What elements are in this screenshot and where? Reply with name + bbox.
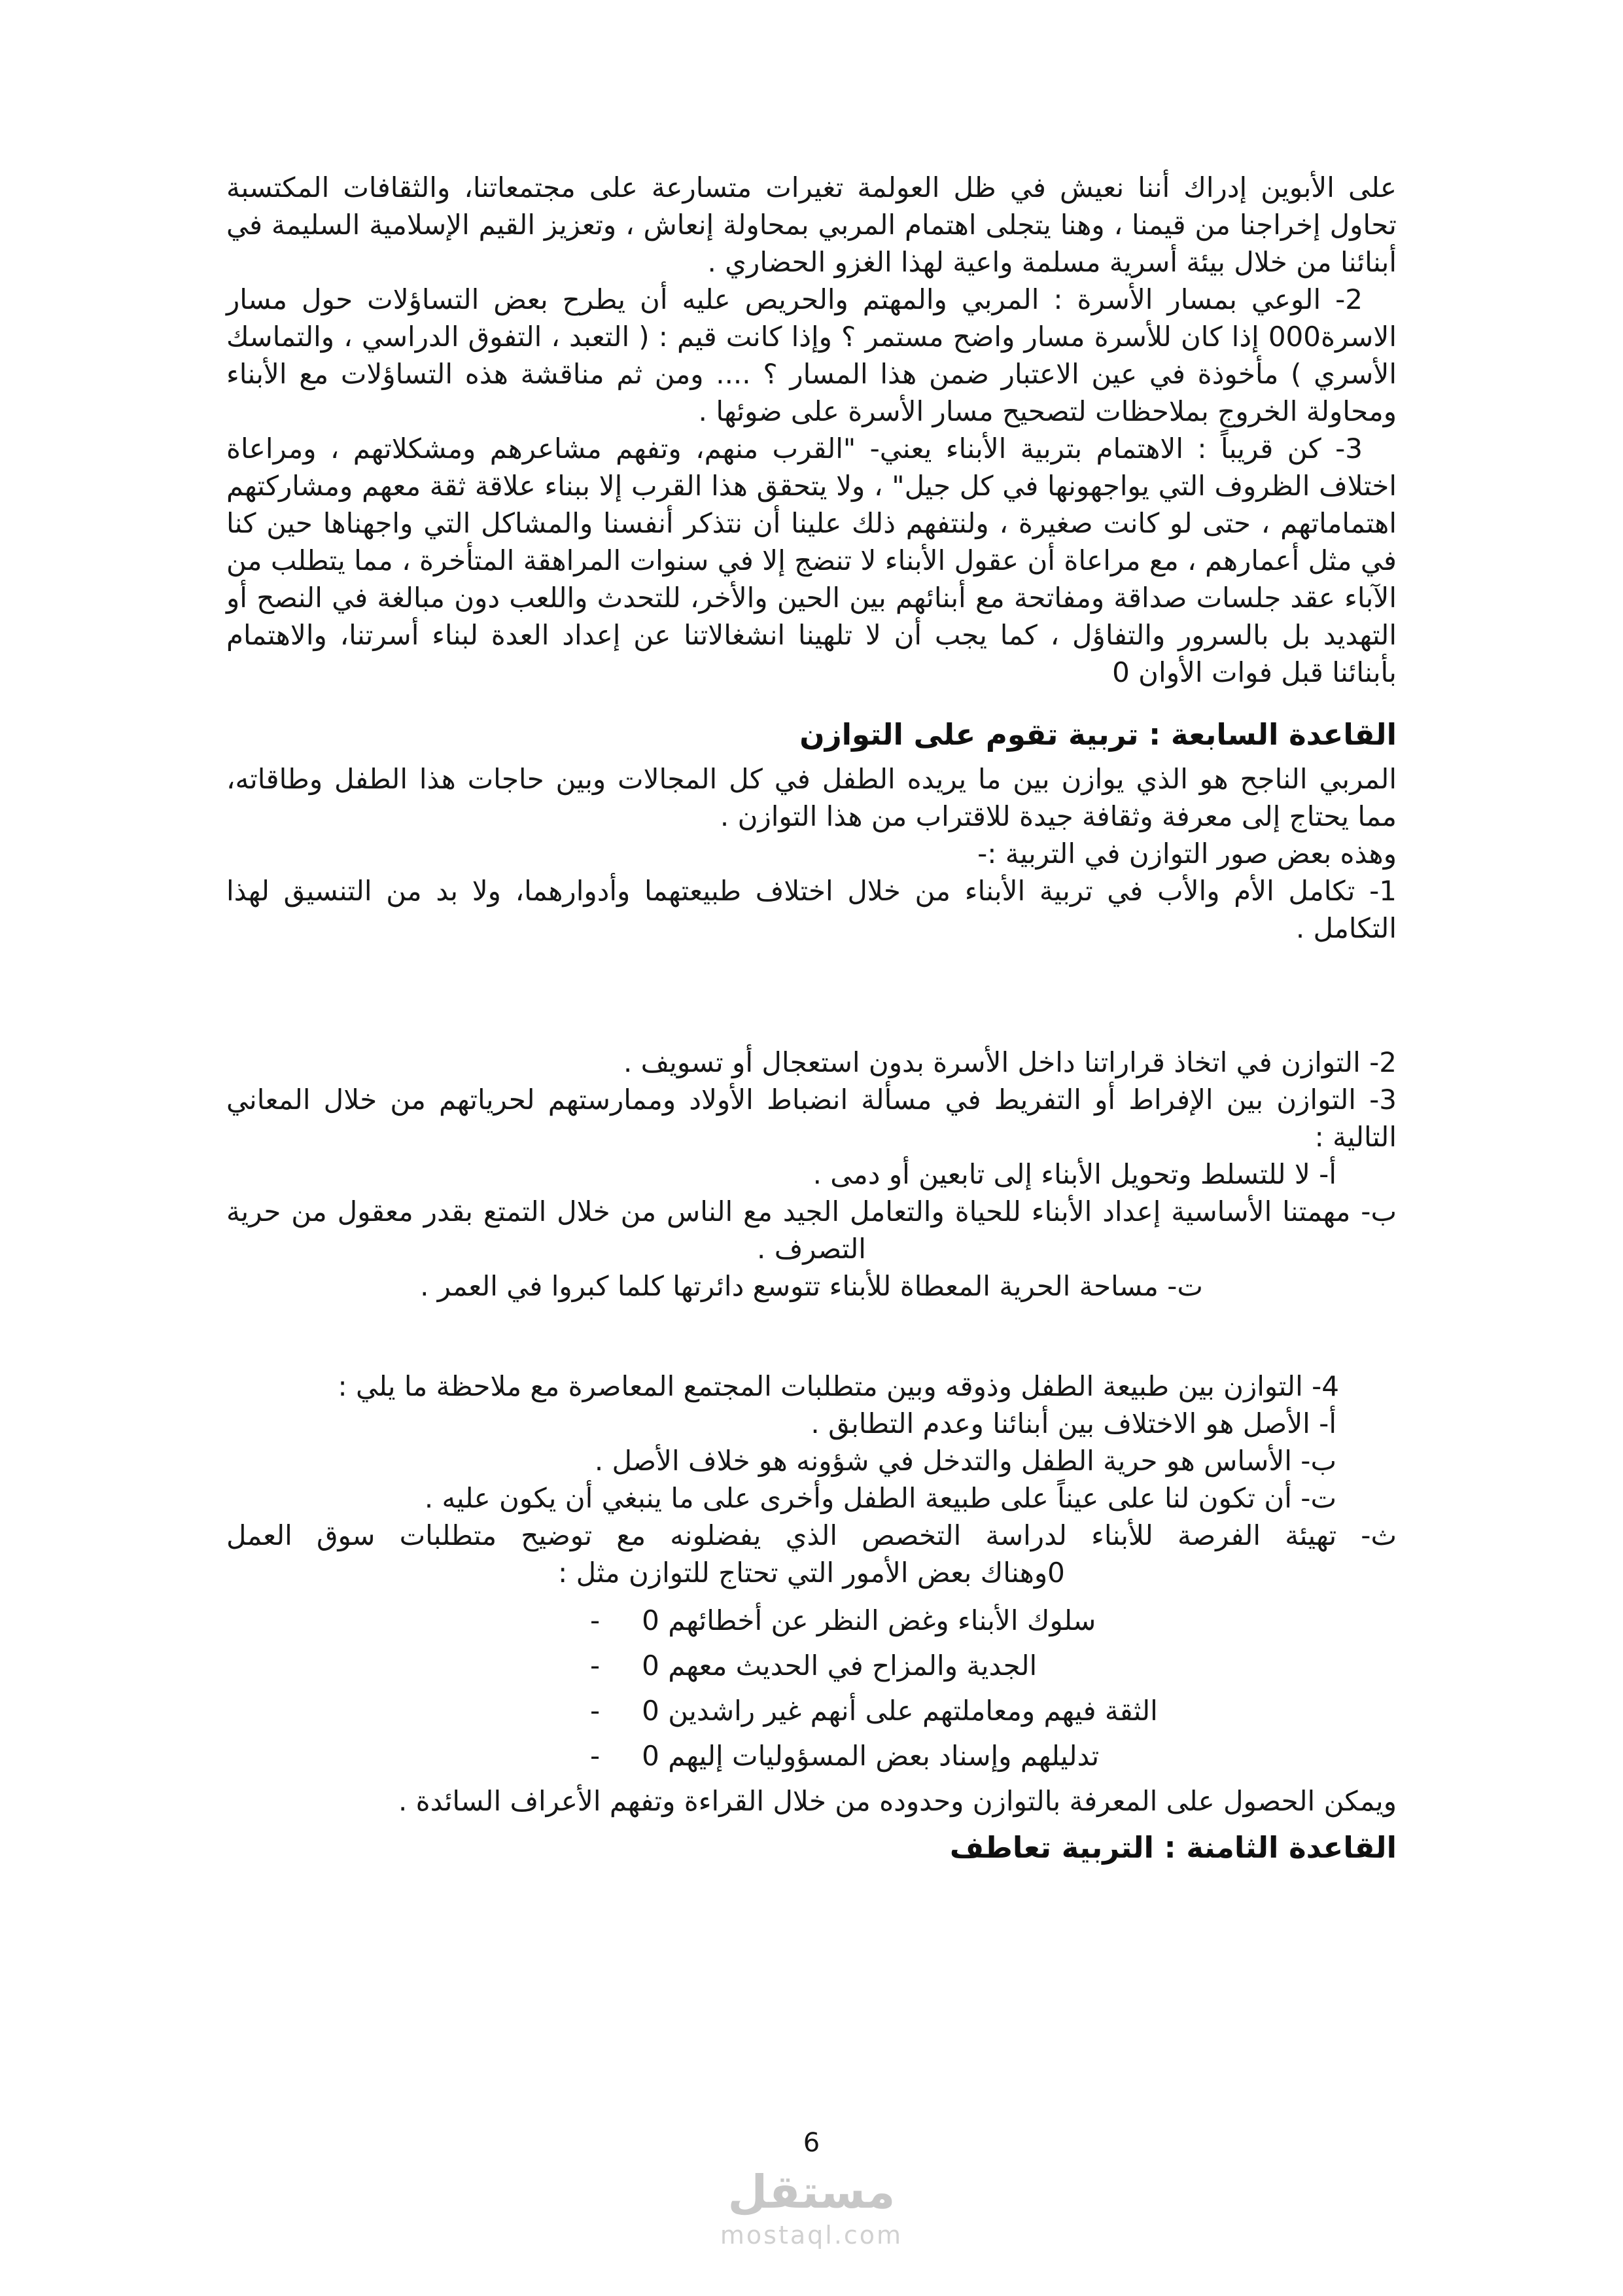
rule8-heading: القاعدة الثامنة : التربية تعاطف [949, 1830, 1397, 1865]
paragraph-family-path-awareness: 2- الوعي بمسار الأسرة : المربي والمهتم والحريص عليه أن يطرح بعض التساؤلات حول مسار الاسرة000 إذا كان للأسرة مسار واضح مستمر ؟ وإذا كانت قيم : ( التعبد ، التفوق الدراسي ، والتماسك الأسري ) مأخوذة في عين الاعتبار ضمن هذا المسار ؟ .... ومن ثم مناقشة هذه التساؤلات مع الأبناء ومحاولة الخروج بملاحظات لتصحيح مسار الأسرة على ضوئها . [226, 283, 1397, 427]
bullet-text: تدليلهم وإسناد بعض المسؤوليات إليهم 0 [642, 1740, 1100, 1772]
rule7-item-4-sub-t: ت- أن تكون لنا على عيناً على طبيعة الطفل وأخرى على ما ينبغي أن يكون عليه . [424, 1482, 1336, 1514]
rule7-subtitle: وهذه بعض صور التوازن في التربية :- [977, 838, 1397, 870]
bullet-dash: - [590, 1650, 601, 1682]
rule7-intro: المربي الناجح هو الذي يوازن بين ما يريده الطفل في كل المجالات وبين حاجات هذا الطفل وطاقاته، مما يحتاج إلى معرفة وثقافة جيدة للاقتراب من هذا التوازن . [226, 763, 1397, 832]
rule7-item-2: 2- التوازن في اتخاذ قراراتنا داخل الأسرة بدون استعجال أو تسويف . [623, 1046, 1397, 1078]
bullet-dash: - [590, 1604, 601, 1636]
rule7-heading: القاعدة السابعة : تربية تقوم على التوازن [799, 717, 1397, 752]
list-item [226, 1602, 1397, 1639]
watermark [0, 2166, 1623, 2250]
bullet-text: الثقة فيهم ومعاملتهم على أنهم غير راشدين 0 [642, 1695, 1158, 1727]
bullet-text: الجدية والمزاح في الحديث معهم 0 [642, 1650, 1038, 1682]
rule7-item-3-sub-t: ت- مساحة الحرية المعطاة للأبناء تتوسع دائرتها كلما كبروا في العمر . [420, 1270, 1203, 1302]
rule7-item-1: 1- تكامل الأم والأب في تربية الأبناء من خلال اختلاف طبيعتهما وأدوارهما، ولا بد من التنسيق لهذا التكامل . [226, 875, 1397, 944]
rule7-item-4-sub-a: أ- الأصل هو الاختلاف بين أبنائنا وعدم التطابق . [811, 1407, 1336, 1439]
bullet-dash: - [590, 1740, 601, 1772]
list-item [226, 1737, 1397, 1775]
bullet-text: سلوك الأبناء وغض النظر عن أخطائهم 0 [642, 1604, 1096, 1636]
rule7-balance-note: 0وهناك بعض الأمور التي تحتاج للتوازن مثل : [558, 1557, 1065, 1589]
page-number: 6 [803, 2128, 820, 2158]
bullet-dash: - [590, 1695, 601, 1727]
rule7-item-3: 3- التوازن بين الإفراط أو التفريط في مسألة انضباط الأولاد وممارستهم لحرياتهم من خلال المعاني التالية : [226, 1084, 1397, 1153]
list-item [226, 1647, 1397, 1684]
balance-list [226, 1602, 1397, 1775]
rule7-closing: ويمكن الحصول على المعرفة بالتوازن وحدوده من خلال القراءة وتفهم الأعراف السائدة . [398, 1785, 1397, 1817]
rule7-item-4-sub-b: ب- الأساس هو حرية الطفل والتدخل في شؤونه هو خلاف الأصل . [594, 1445, 1336, 1477]
rule7-item-4-sub-th: ث- تهيئة الفرصة للأبناء لدراسة التخصص الذي يفضلونه مع توضيح متطلبات سوق العمل [226, 1519, 1397, 1551]
rule7-item-3-sub-b: ب- مهمتنا الأساسية إعداد الأبناء للحياة والتعامل الجيد مع الناس من خلال التمتع بقدر معقول من حرية التصرف . [226, 1195, 1397, 1265]
paragraph-be-close-to-children: 3- كن قريباً : الاهتمام بتربية الأبناء يعني- "القرب منهم، وتفهم مشاعرهم ومشكلاتهم ، ومراعاة اختلاف الظروف التي يواجهونها في كل جيل" ، ولا يتحقق هذا القرب إلا ببناء علاقة ثقة معهم ومشاركتهم اهتماماتهم ، حتى لو كانت صغيرة ، ولنتفهم ذلك علينا أن نتذكر أنفسنا والمشاكل التي واجهناها حين كنا في مثل أعمارهم ، مع مراعاة أن عقول الأبناء لا تنضج إلا في سنوات المراهقة المتأخرة ، مما يتطلب من الآباء عقد جلسات صداقة ومفاتحة مع أبنائهم بين الحين والأخر، للتحدث واللعب دون مبالغة في النصح أو التهديد بل بالسرور والتفاؤل ، كما يجب أن لا تلهينا انشغالاتنا عن إعداد العدة لبناء أسرتنا، والاهتمام بأبنائنا قبل فوات الأوان 0 [226, 433, 1397, 688]
paragraph-globalization-awareness: على الأبوين إدراك أننا نعيش في ظل العولمة تغيرات متسارعة على مجتمعاتنا، والثقافات المكتسبة تحاول إخراجنا من قيمنا ، وهنا يتجلى اهتمام المربي بمحاولة إنعاش ، وتعزيز القيم الإسلامية السليمة في أبنائنا من خلال بيئة أسرية مسلمة واعية لهذا الغزو الحضاري . [226, 171, 1397, 278]
mostaql-logo: مستقل [727, 2165, 896, 2219]
rule7-item-4: 4- التوازن بين طبيعة الطفل وذوقه وبين متطلبات المجتمع المعاصرة مع ملاحظة ما يلي : [338, 1370, 1339, 1402]
list-item [226, 1692, 1397, 1729]
watermark-domain-text: mostaql.com [720, 2221, 903, 2250]
rule7-item-3-sub-a: أ- لا للتسلط وتحويل الأبناء إلى تابعين أو دمى . [812, 1158, 1336, 1190]
